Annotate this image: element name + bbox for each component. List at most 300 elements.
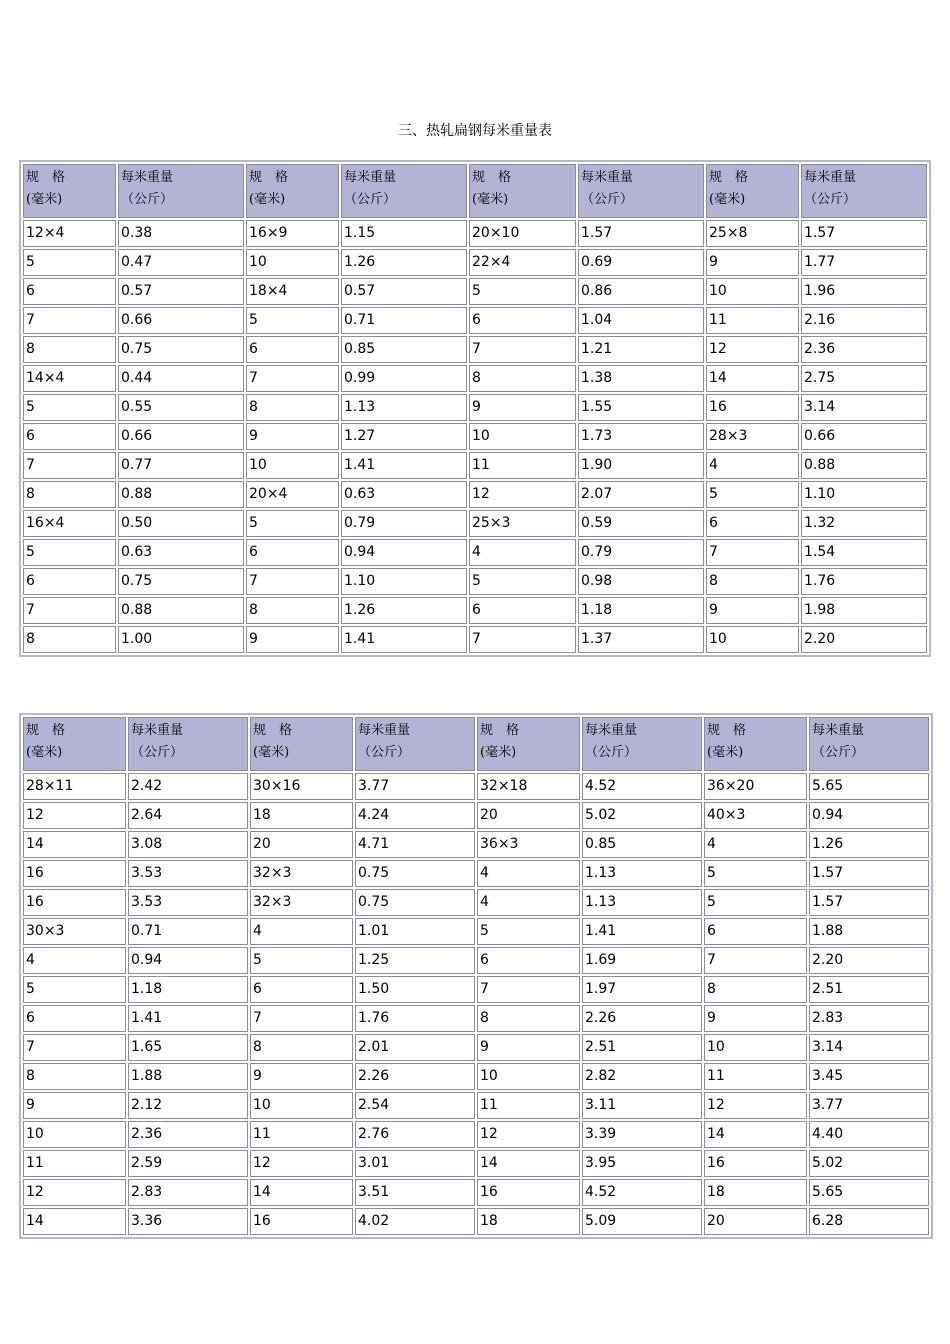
spec-column-header-line1: 规 格 <box>472 170 512 185</box>
weight-cell: 2.36 <box>801 336 927 363</box>
weight-cell: 6.28 <box>809 1208 929 1235</box>
spec-column-header <box>23 164 116 218</box>
table-row <box>23 626 927 653</box>
spec-cell: 32×18 <box>477 773 580 800</box>
spec-cell: 6 <box>250 976 353 1003</box>
spec-column-header-line1: 规 格 <box>26 170 66 185</box>
table-row <box>23 278 927 305</box>
weight-cell: 3.51 <box>355 1179 475 1206</box>
weight-cell: 0.44 <box>118 365 244 392</box>
spec-cell: 7 <box>477 976 580 1003</box>
spec-cell: 8 <box>477 1005 580 1032</box>
weight-cell: 1.10 <box>801 481 927 508</box>
spec-cell: 20 <box>250 831 353 858</box>
weight-column-header <box>809 717 929 771</box>
weight-cell: 1.73 <box>578 423 704 450</box>
weight-cell: 1.65 <box>128 1034 248 1061</box>
spec-cell: 4 <box>250 918 353 945</box>
table-row <box>23 481 927 508</box>
weight-cell: 2.42 <box>128 773 248 800</box>
weight-cell: 0.63 <box>341 481 467 508</box>
weight-cell: 0.55 <box>118 394 244 421</box>
weight-cell: 1.26 <box>341 249 467 276</box>
weight-cell: 3.95 <box>582 1150 702 1177</box>
spec-cell: 10 <box>246 452 339 479</box>
spec-cell: 10 <box>23 1121 126 1148</box>
weight-cell: 2.26 <box>582 1005 702 1032</box>
weight-cell: 0.75 <box>355 889 475 916</box>
spec-cell: 10 <box>477 1063 580 1090</box>
spec-cell: 5 <box>23 249 116 276</box>
table-row <box>23 1121 929 1148</box>
weight-cell: 2.51 <box>809 976 929 1003</box>
weight-cell: 0.71 <box>128 918 248 945</box>
table-row <box>23 889 929 916</box>
weight-cell: 1.97 <box>582 976 702 1003</box>
weight-cell: 1.57 <box>809 860 929 887</box>
table-row <box>23 423 927 450</box>
weight-cell: 0.47 <box>118 249 244 276</box>
spec-cell: 16×9 <box>246 220 339 247</box>
weight-cell: 1.04 <box>578 307 704 334</box>
spec-cell: 9 <box>469 394 576 421</box>
spec-cell: 9 <box>246 423 339 450</box>
spec-cell: 20 <box>704 1208 807 1235</box>
spec-column-header-line1: 规 格 <box>249 170 289 185</box>
spec-cell: 10 <box>250 1092 353 1119</box>
spec-column-header <box>477 717 580 771</box>
weight-column-header-line1: 每米重量 <box>585 723 638 738</box>
weight-cell: 0.85 <box>582 831 702 858</box>
spec-cell: 9 <box>23 1092 126 1119</box>
weight-column-header-line2: （公斤） <box>131 745 184 760</box>
weight-cell: 1.41 <box>341 626 467 653</box>
spec-cell: 18 <box>250 802 353 829</box>
spec-cell: 7 <box>704 947 807 974</box>
spec-cell: 7 <box>469 336 576 363</box>
weight-cell: 0.63 <box>118 539 244 566</box>
spec-column-header-line2: (毫米) <box>480 745 517 760</box>
weight-cell: 0.66 <box>801 423 927 450</box>
weight-cell: 0.57 <box>341 278 467 305</box>
spec-cell: 11 <box>250 1121 353 1148</box>
spec-cell: 6 <box>706 510 799 537</box>
weight-cell: 0.88 <box>118 597 244 624</box>
weight-cell: 1.76 <box>355 1005 475 1032</box>
spec-cell: 14 <box>706 365 799 392</box>
spec-cell: 8 <box>23 481 116 508</box>
spec-column-header-line2: (毫米) <box>707 745 744 760</box>
weight-column-header-line1: 每米重量 <box>804 170 857 185</box>
spec-cell: 5 <box>706 481 799 508</box>
spec-cell: 12 <box>23 802 126 829</box>
weight-cell: 3.01 <box>355 1150 475 1177</box>
spec-cell: 9 <box>250 1063 353 1090</box>
weight-cell: 1.50 <box>355 976 475 1003</box>
spec-cell: 36×3 <box>477 831 580 858</box>
spec-cell: 8 <box>706 568 799 595</box>
weight-column-header-line2: （公斤） <box>358 745 411 760</box>
weight-cell: 5.09 <box>582 1208 702 1235</box>
table-row <box>23 510 927 537</box>
weight-column-header <box>578 164 704 218</box>
weight-cell: 3.53 <box>128 889 248 916</box>
weight-cell: 5.65 <box>809 1179 929 1206</box>
spec-cell: 12 <box>704 1092 807 1119</box>
weight-cell: 1.90 <box>578 452 704 479</box>
weight-cell: 2.16 <box>801 307 927 334</box>
spec-cell: 6 <box>23 1005 126 1032</box>
spec-cell: 16×4 <box>23 510 116 537</box>
spec-cell: 12 <box>250 1150 353 1177</box>
spec-cell: 10 <box>706 278 799 305</box>
table-row <box>23 452 927 479</box>
spec-column-header-line1: 规 格 <box>709 170 749 185</box>
weight-cell: 4.52 <box>582 1179 702 1206</box>
spec-cell: 4 <box>706 452 799 479</box>
spec-column-header <box>246 164 339 218</box>
weight-table-1 <box>19 160 931 657</box>
spec-cell: 11 <box>23 1150 126 1177</box>
spec-cell: 5 <box>23 394 116 421</box>
spec-cell: 10 <box>246 249 339 276</box>
weight-cell: 1.00 <box>118 626 244 653</box>
weight-cell: 5.02 <box>582 802 702 829</box>
weight-column-header-line2: （公斤） <box>585 745 638 760</box>
weight-cell: 5.02 <box>809 1150 929 1177</box>
spec-cell: 8 <box>246 394 339 421</box>
weight-cell: 0.69 <box>578 249 704 276</box>
weight-cell: 2.51 <box>582 1034 702 1061</box>
table-row <box>23 976 929 1003</box>
weight-cell: 1.88 <box>128 1063 248 1090</box>
spec-cell: 12 <box>469 481 576 508</box>
spec-cell: 4 <box>704 831 807 858</box>
spec-cell: 8 <box>246 597 339 624</box>
weight-column-header-line2: （公斤） <box>812 745 865 760</box>
spec-cell: 22×4 <box>469 249 576 276</box>
spec-cell: 16 <box>704 1150 807 1177</box>
weight-cell: 2.01 <box>355 1034 475 1061</box>
weight-cell: 0.98 <box>578 568 704 595</box>
table-row <box>23 1092 929 1119</box>
weight-cell: 1.54 <box>801 539 927 566</box>
weight-cell: 1.13 <box>341 394 467 421</box>
spec-cell: 7 <box>246 365 339 392</box>
weight-cell: 1.10 <box>341 568 467 595</box>
weight-cell: 1.18 <box>128 976 248 1003</box>
weight-column-header <box>128 717 248 771</box>
spec-cell: 14 <box>477 1150 580 1177</box>
spec-cell: 18 <box>477 1208 580 1235</box>
weight-cell: 2.75 <box>801 365 927 392</box>
spec-cell: 4 <box>477 860 580 887</box>
spec-cell: 40×3 <box>704 802 807 829</box>
weight-cell: 4.02 <box>355 1208 475 1235</box>
spec-column-header <box>706 164 799 218</box>
weight-cell: 2.76 <box>355 1121 475 1148</box>
spec-cell: 11 <box>704 1063 807 1090</box>
weight-cell: 1.15 <box>341 220 467 247</box>
weight-table-1-body <box>23 164 927 653</box>
weight-cell: 1.13 <box>582 889 702 916</box>
weight-table-2-body <box>23 717 929 1235</box>
weight-cell: 0.79 <box>578 539 704 566</box>
table-row <box>23 1005 929 1032</box>
weight-cell: 1.88 <box>809 918 929 945</box>
weight-cell: 0.71 <box>341 307 467 334</box>
weight-cell: 0.99 <box>341 365 467 392</box>
weight-column-header-line2: （公斤） <box>121 192 174 207</box>
weight-cell: 0.88 <box>118 481 244 508</box>
weight-cell: 1.25 <box>355 947 475 974</box>
spec-cell: 9 <box>706 249 799 276</box>
spec-cell: 10 <box>469 423 576 450</box>
weight-cell: 2.20 <box>809 947 929 974</box>
spec-cell: 11 <box>469 452 576 479</box>
table-row <box>23 831 929 858</box>
table-row <box>23 1063 929 1090</box>
table-row <box>23 802 929 829</box>
spec-cell: 6 <box>246 336 339 363</box>
weight-cell: 0.75 <box>118 568 244 595</box>
weight-column-header-line1: 每米重量 <box>121 170 174 185</box>
spec-cell: 4 <box>23 947 126 974</box>
weight-cell: 0.50 <box>118 510 244 537</box>
weight-cell: 2.83 <box>128 1179 248 1206</box>
spec-cell: 8 <box>23 336 116 363</box>
weight-cell: 0.94 <box>128 947 248 974</box>
table-row <box>23 860 929 887</box>
spec-column-header <box>250 717 353 771</box>
spec-cell: 7 <box>469 626 576 653</box>
weight-cell: 1.57 <box>809 889 929 916</box>
weight-cell: 3.45 <box>809 1063 929 1090</box>
spec-cell: 18×4 <box>246 278 339 305</box>
spec-cell: 16 <box>706 394 799 421</box>
spec-cell: 30×16 <box>250 773 353 800</box>
weight-cell: 2.83 <box>809 1005 929 1032</box>
spec-cell: 25×8 <box>706 220 799 247</box>
spec-column-header-line2: (毫米) <box>26 192 63 207</box>
weight-cell: 3.14 <box>801 394 927 421</box>
weight-cell: 5.65 <box>809 773 929 800</box>
weight-cell: 0.75 <box>118 336 244 363</box>
weight-column-header <box>801 164 927 218</box>
table-row <box>23 597 927 624</box>
weight-column-header-line1: 每米重量 <box>358 723 411 738</box>
spec-column-header-line1: 规 格 <box>707 723 747 738</box>
weight-column-header <box>355 717 475 771</box>
weight-cell: 4.71 <box>355 831 475 858</box>
spec-column-header <box>23 717 126 771</box>
spec-cell: 6 <box>23 423 116 450</box>
weight-cell: 1.41 <box>582 918 702 945</box>
spec-column-header <box>469 164 576 218</box>
spec-cell: 7 <box>23 307 116 334</box>
weight-cell: 2.36 <box>128 1121 248 1148</box>
spec-cell: 4 <box>477 889 580 916</box>
spec-column-header-line2: (毫米) <box>26 745 63 760</box>
weight-cell: 3.39 <box>582 1121 702 1148</box>
weight-cell: 1.27 <box>341 423 467 450</box>
spec-cell: 5 <box>704 889 807 916</box>
spec-cell: 12 <box>706 336 799 363</box>
spec-cell: 10 <box>706 626 799 653</box>
spec-cell: 8 <box>469 365 576 392</box>
spec-cell: 6 <box>246 539 339 566</box>
weight-column-header-line2: （公斤） <box>581 192 634 207</box>
spec-cell: 12 <box>23 1179 126 1206</box>
spec-cell: 16 <box>250 1208 353 1235</box>
weight-cell: 1.01 <box>355 918 475 945</box>
weight-cell: 1.13 <box>582 860 702 887</box>
spec-cell: 14 <box>250 1179 353 1206</box>
table-row <box>23 220 927 247</box>
spec-cell: 6 <box>477 947 580 974</box>
spec-column-header-line2: (毫米) <box>472 192 509 207</box>
spec-cell: 6 <box>23 568 116 595</box>
spec-cell: 14 <box>23 1208 126 1235</box>
weight-column-header-line1: 每米重量 <box>581 170 634 185</box>
weight-cell: 3.77 <box>355 773 475 800</box>
spec-cell: 20 <box>477 802 580 829</box>
spec-cell: 5 <box>23 539 116 566</box>
spec-cell: 5 <box>704 860 807 887</box>
table-row <box>23 307 927 334</box>
weight-table-2 <box>19 713 933 1239</box>
table-row <box>23 1208 929 1235</box>
spec-column-header-line1: 规 格 <box>480 723 520 738</box>
weight-cell: 0.94 <box>341 539 467 566</box>
spec-cell: 6 <box>23 278 116 305</box>
weight-cell: 0.85 <box>341 336 467 363</box>
spec-cell: 14 <box>704 1121 807 1148</box>
spec-cell: 5 <box>246 510 339 537</box>
spec-cell: 6 <box>704 918 807 945</box>
weight-cell: 3.77 <box>809 1092 929 1119</box>
spec-cell: 25×3 <box>469 510 576 537</box>
spec-cell: 32×3 <box>250 889 353 916</box>
weight-cell: 1.57 <box>578 220 704 247</box>
weight-cell: 1.26 <box>809 831 929 858</box>
weight-cell: 3.36 <box>128 1208 248 1235</box>
spec-cell: 8 <box>23 1063 126 1090</box>
spec-cell: 28×3 <box>706 423 799 450</box>
spec-cell: 7 <box>246 568 339 595</box>
spec-cell: 11 <box>706 307 799 334</box>
weight-column-header-line2: （公斤） <box>344 192 397 207</box>
weight-cell: 1.41 <box>341 452 467 479</box>
spec-cell: 6 <box>469 597 576 624</box>
spec-column-header-line1: 规 格 <box>253 723 293 738</box>
table-row <box>23 1179 929 1206</box>
spec-cell: 12×4 <box>23 220 116 247</box>
weight-cell: 1.18 <box>578 597 704 624</box>
spec-cell: 7 <box>706 539 799 566</box>
spec-cell: 18 <box>704 1179 807 1206</box>
spec-cell: 16 <box>23 889 126 916</box>
weight-cell: 3.11 <box>582 1092 702 1119</box>
weight-cell: 4.40 <box>809 1121 929 1148</box>
spec-column-header-line2: (毫米) <box>709 192 746 207</box>
weight-cell: 0.79 <box>341 510 467 537</box>
weight-cell: 1.37 <box>578 626 704 653</box>
spec-column-header-line2: (毫米) <box>253 745 290 760</box>
spec-cell: 9 <box>477 1034 580 1061</box>
spec-cell: 7 <box>23 1034 126 1061</box>
spec-cell: 36×20 <box>704 773 807 800</box>
weight-column-header <box>582 717 702 771</box>
spec-cell: 8 <box>23 626 116 653</box>
spec-cell: 14 <box>23 831 126 858</box>
weight-cell: 4.52 <box>582 773 702 800</box>
spec-cell: 12 <box>477 1121 580 1148</box>
table-header-row <box>23 717 929 771</box>
weight-cell: 1.26 <box>341 597 467 624</box>
weight-cell: 2.12 <box>128 1092 248 1119</box>
weight-column-header-line1: 每米重量 <box>131 723 184 738</box>
table-row <box>23 947 929 974</box>
table-row <box>23 568 927 595</box>
spec-cell: 10 <box>704 1034 807 1061</box>
weight-cell: 0.94 <box>809 802 929 829</box>
table-row <box>23 918 929 945</box>
weight-cell: 3.08 <box>128 831 248 858</box>
weight-cell: 1.57 <box>801 220 927 247</box>
spec-cell: 16 <box>477 1179 580 1206</box>
weight-column-header <box>341 164 467 218</box>
spec-cell: 5 <box>477 918 580 945</box>
spec-cell: 8 <box>704 976 807 1003</box>
table-row <box>23 539 927 566</box>
weight-cell: 1.98 <box>801 597 927 624</box>
weight-cell: 0.66 <box>118 423 244 450</box>
weight-cell: 0.66 <box>118 307 244 334</box>
spec-cell: 5 <box>250 947 353 974</box>
table-row <box>23 249 927 276</box>
spec-cell: 5 <box>469 278 576 305</box>
weight-cell: 1.41 <box>128 1005 248 1032</box>
weight-cell: 0.86 <box>578 278 704 305</box>
spec-cell: 20×4 <box>246 481 339 508</box>
weight-cell: 0.88 <box>801 452 927 479</box>
spec-column-header-line1: 规 格 <box>26 723 66 738</box>
spec-cell: 4 <box>469 539 576 566</box>
weight-cell: 2.07 <box>578 481 704 508</box>
weight-cell: 1.96 <box>801 278 927 305</box>
table-row <box>23 336 927 363</box>
spec-cell: 7 <box>250 1005 353 1032</box>
spec-cell: 9 <box>246 626 339 653</box>
weight-cell: 0.38 <box>118 220 244 247</box>
spec-cell: 32×3 <box>250 860 353 887</box>
weight-cell: 0.57 <box>118 278 244 305</box>
weight-cell: 2.59 <box>128 1150 248 1177</box>
spec-cell: 7 <box>23 452 116 479</box>
weight-cell: 1.21 <box>578 336 704 363</box>
table-row <box>23 365 927 392</box>
spec-column-header <box>704 717 807 771</box>
weight-cell: 3.53 <box>128 860 248 887</box>
weight-column-header-line2: （公斤） <box>804 192 857 207</box>
spec-cell: 5 <box>246 307 339 334</box>
spec-cell: 28×11 <box>23 773 126 800</box>
weight-cell: 1.69 <box>582 947 702 974</box>
page-title: 三、热轧扁钢每米重量表 <box>398 123 552 139</box>
weight-column-header-line1: 每米重量 <box>812 723 865 738</box>
table-row <box>23 1150 929 1177</box>
